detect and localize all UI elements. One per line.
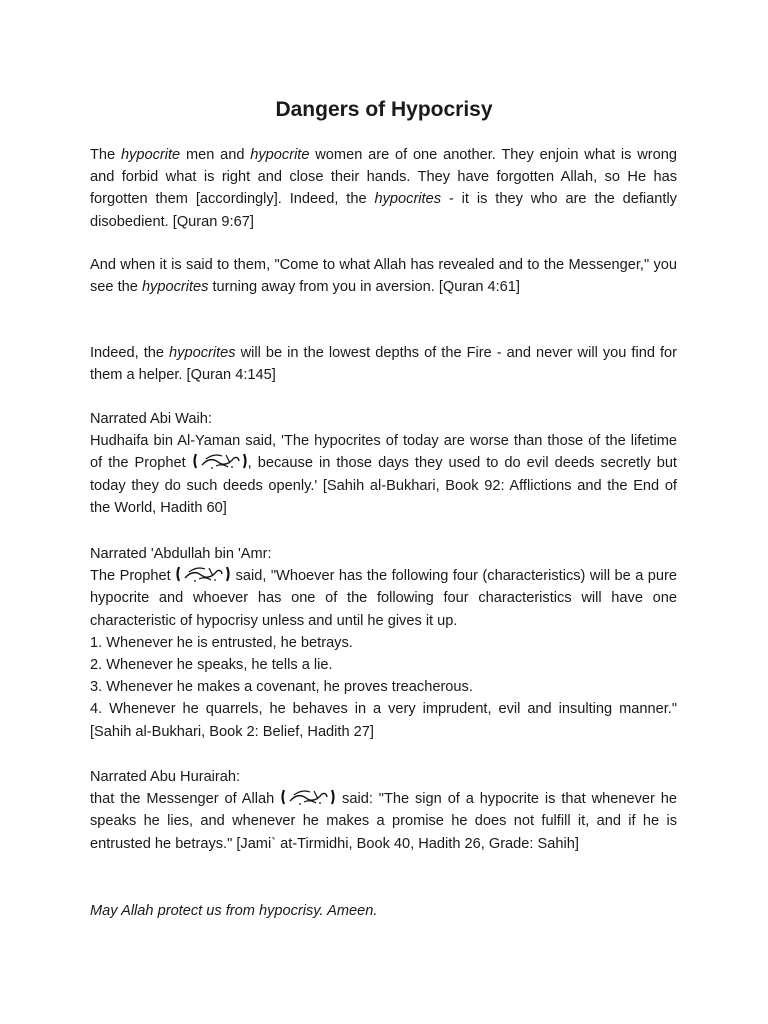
quran-verse-4-61 bbox=[90, 254, 677, 298]
narrator-line: Narrated Abi Waih: bbox=[90, 411, 212, 427]
salawat-calligraphy-icon bbox=[192, 452, 248, 470]
text-run: Indeed, the bbox=[90, 345, 170, 361]
page-title: Dangers of Hypocrisy bbox=[275, 98, 493, 121]
text-run: , because in those days they used to do evil deeds secretly but today they do such deeds openly.' [Sahih al-Bukhari, Book 92: Afflictions and the End of the World, Hadith 60] bbox=[90, 455, 677, 516]
text-run: The bbox=[90, 147, 121, 163]
italic-term: hypocrites bbox=[141, 279, 209, 296]
list-item: 2. Whenever he speaks, he tells a lie. bbox=[90, 657, 333, 674]
hadith-abu-hurairah bbox=[90, 766, 677, 855]
text-run: women are of one another. They enjoin what is wrong and forbid what is right and close their hands. They have forgotten Allah, so He has forgotten them [accordingly]. Indeed, the bbox=[90, 147, 677, 208]
text-run: And when it is said to them, "Come to what Allah has revealed and to the Messenger," you see the bbox=[90, 257, 677, 296]
narrator-line: Narrated 'Abdullah bin 'Amr: bbox=[90, 546, 272, 562]
text-run: - it is they who are the defiantly disobedient. [Quran 9:67] bbox=[90, 191, 677, 230]
salawat-calligraphy-icon bbox=[175, 565, 231, 583]
italic-term: hypocrite bbox=[120, 147, 181, 163]
hadith-abi-waih bbox=[90, 408, 677, 519]
text-run: said: "The sign of a hypocrite is that whenever he speaks he lies, and whenever he makes a promise he does not fulfill it, and if he is entrusted he betrays." [Jami` at-Tirmidhi, Book 40, Hadith 26, Grade: Sahih] bbox=[90, 791, 677, 852]
text-run: said, "Whoever has the following four (characteristics) will be a pure hypocrite and whoever has one of the following four characteristics will have one characteristic of hypocrisy unless and until he gives it up. bbox=[90, 568, 678, 629]
text-run: The Prophet bbox=[90, 568, 176, 585]
quran-verse-4-145 bbox=[90, 342, 677, 386]
closing-line: May Allah protect us from hypocrisy. Ameen. bbox=[90, 903, 378, 919]
text-run: Hudhaifa bin Al-Yaman said, 'The hypocrites of today are worse than those of the lifetime of the Prophet bbox=[90, 433, 677, 472]
hadith-abdullah-bin-amr bbox=[90, 543, 677, 743]
text-run: will be in the lowest depths of the Fire - and never will you find for them a helper. [Quran 4:145] bbox=[90, 345, 677, 384]
italic-term: hypocrites bbox=[374, 191, 442, 208]
quran-verse-9-67 bbox=[90, 144, 677, 233]
narrator-line: Narrated Abu Hurairah: bbox=[90, 769, 241, 785]
list-item: 3. Whenever he makes a covenant, he proves treacherous. bbox=[90, 679, 473, 696]
italic-term: hypocrite bbox=[250, 147, 310, 163]
text-run: that the Messenger of Allah bbox=[90, 791, 281, 808]
salawat-calligraphy-icon bbox=[280, 788, 336, 806]
text-run: turning away from you in aversion. [Quran 4:61] bbox=[208, 279, 520, 296]
list-item: 4. Whenever he quarrels, he behaves in a very imprudent, evil and insulting manner." [Sahih al-Bukhari, Book 2: Belief, Hadith 27] bbox=[90, 701, 677, 740]
list-item: 1. Whenever he is entrusted, he betrays. bbox=[90, 634, 353, 651]
italic-term: hypocrites bbox=[169, 345, 236, 361]
text-run: men and bbox=[180, 147, 251, 163]
closing-prayer bbox=[90, 900, 677, 922]
